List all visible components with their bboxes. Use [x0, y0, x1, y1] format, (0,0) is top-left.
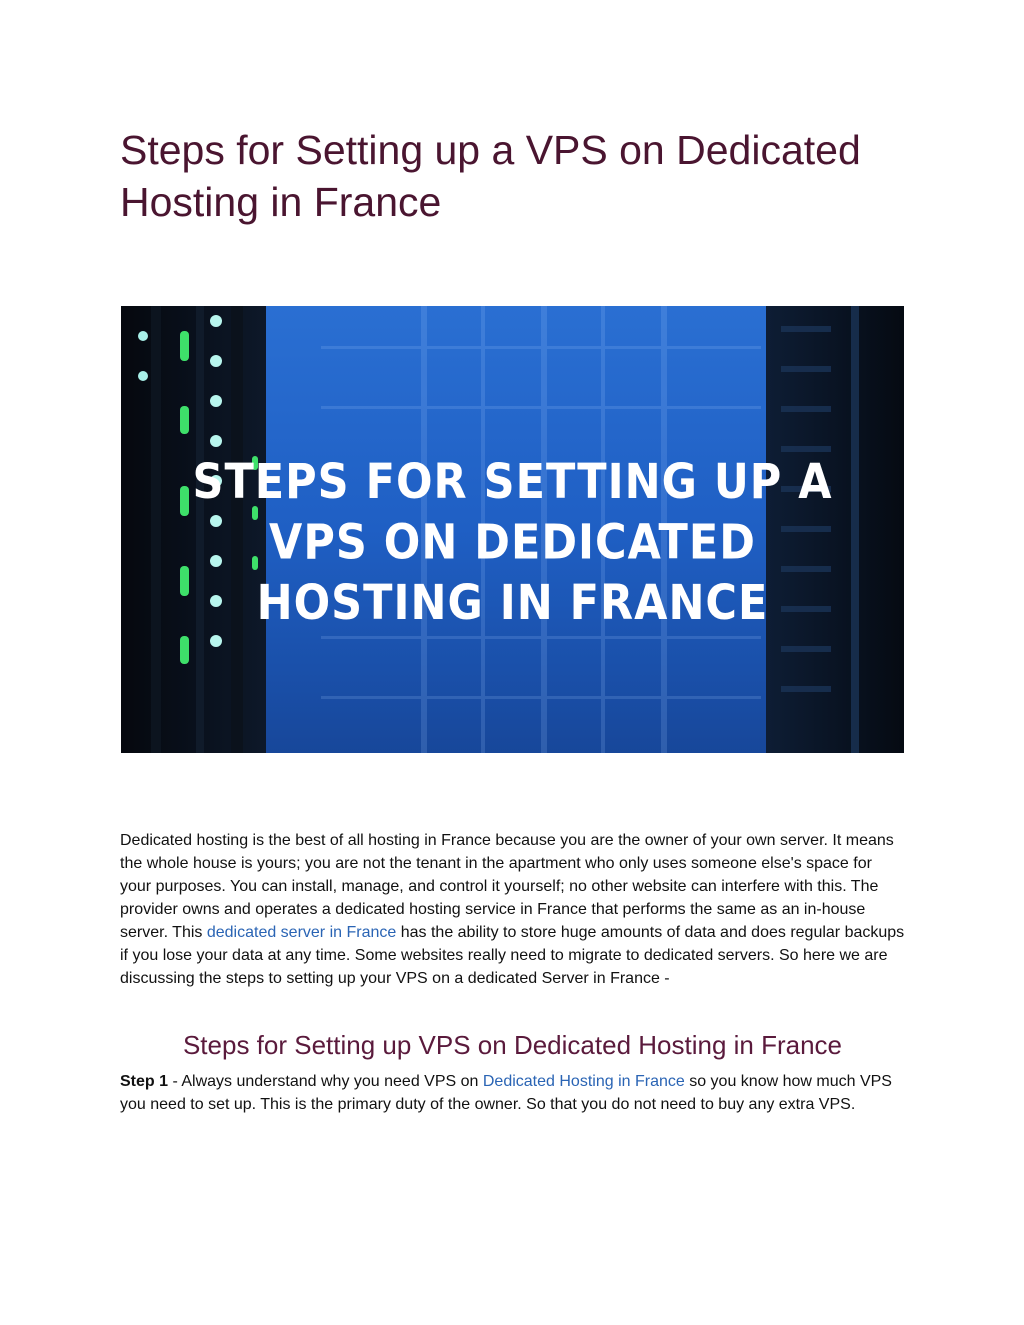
- step-1-text-2: so you know how much VPS you need to set up. This is the primary duty of the owner. So that you do not need to buy any extra VPS.: [120, 1073, 892, 1113]
- step-1-text-1: - Always understand why you need VPS on: [168, 1073, 483, 1090]
- intro-text-2: has the ability to store huge amounts of data and does regular backups if you lose your data at any time. Some websites really need to migrate to dedicated servers. So here we are discussing the steps to setting up your VPS on a dedicated Server in France -: [120, 924, 905, 987]
- hero-title: [121, 452, 904, 633]
- dedicated-server-link[interactable]: dedicated server in France: [206, 924, 397, 941]
- hero-title-line-2: VPS ON DEDICATED: [269, 514, 756, 571]
- hero-title-line-3: HOSTING IN FRANCE: [256, 575, 769, 632]
- dedicated-hosting-link[interactable]: Dedicated Hosting in France: [482, 1073, 685, 1090]
- hero-title-line-1: STEPS FOR SETTING UP A: [192, 454, 833, 511]
- section-heading: Steps for Setting up VPS on Dedicated Hosting in France: [182, 1030, 843, 1060]
- step-1-label: Step 1: [120, 1073, 169, 1090]
- intro-paragraph: [120, 829, 905, 990]
- step-1-paragraph: [120, 1070, 905, 1116]
- page-title: Steps for Setting up a VPS on Dedicated Hosting in France: [120, 127, 861, 225]
- intro-text-1: Dedicated hosting is the best of all hosting in France because you are the owner of your own server. It means the whole house is yours; you are not the tenant in the apartment who only uses someone else's space for your purposes. You can install, manage, and control it yourself; no other website can interfere with this. The provider owns and operates a dedicated hosting service in France that performs the same as an in-house server. This: [120, 832, 894, 941]
- hero-image: [121, 306, 904, 753]
